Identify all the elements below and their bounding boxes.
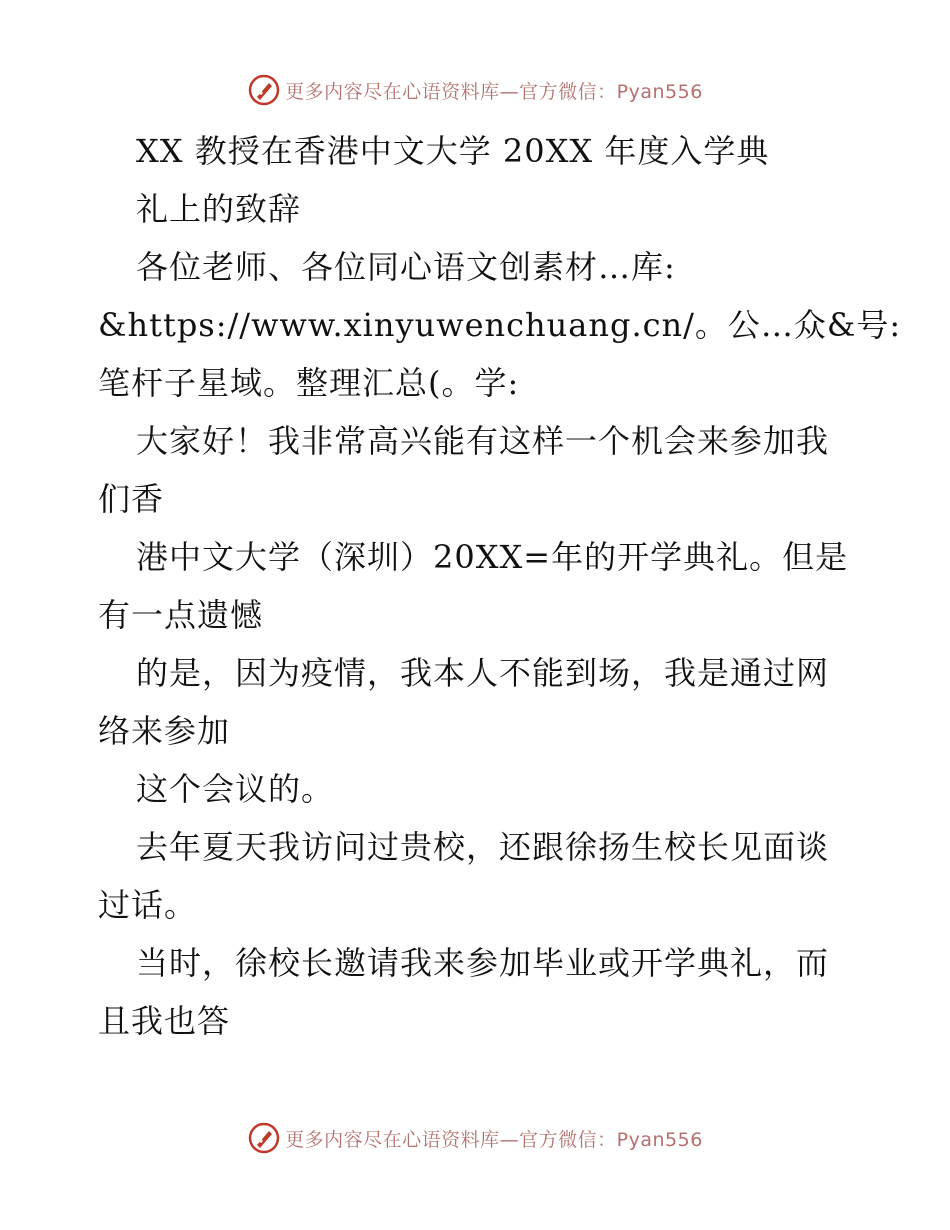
paragraph-line: 当时，徐校长邀请我来参加毕业或开学典礼，而 [136,944,830,982]
pen-nib-logo-icon [247,1121,281,1155]
url-line: &https://www.xinyuwenchuang.cn/。公…众&号: [98,306,902,344]
paragraph-line: 们香 [98,480,165,518]
header-banner-text: 更多内容尽在心语资料库—官方微信：Pyan556 [285,80,703,103]
paragraph-line: 这个会议的。 [136,770,335,808]
source-line: 笔杆子星域。整理汇总(。学: [98,364,520,402]
title-line-2: 礼上的致辞 [136,190,302,228]
paragraph-line: 且我也答 [98,1002,231,1040]
paragraph-line: 有一点遗憾 [98,596,264,634]
title-line-1: XX 教授在香港中文大学 20XX 年度入学典 [136,132,770,170]
paragraph-line: 港中文大学（深圳）20XX=年的开学典礼。但是 [136,538,849,576]
pen-nib-logo-icon [247,73,281,107]
document-body [98,122,902,1050]
footer-banner [0,1118,950,1158]
greeting-line: 各位老师、各位同心语文创素材…库: [136,248,676,286]
paragraph-line: 大家好！我非常高兴能有这样一个机会来参加我 [136,422,830,460]
footer-banner-text: 更多内容尽在心语资料库—官方微信：Pyan556 [285,1128,703,1151]
paragraph-line: 络来参加 [98,712,231,750]
paragraph-line: 去年夏天我访问过贵校，还跟徐扬生校长见面谈 [136,828,830,866]
paragraph-line: 的是，因为疫情，我本人不能到场，我是通过网 [136,654,830,692]
header-banner [0,70,950,110]
paragraph-line: 过话。 [98,886,198,924]
